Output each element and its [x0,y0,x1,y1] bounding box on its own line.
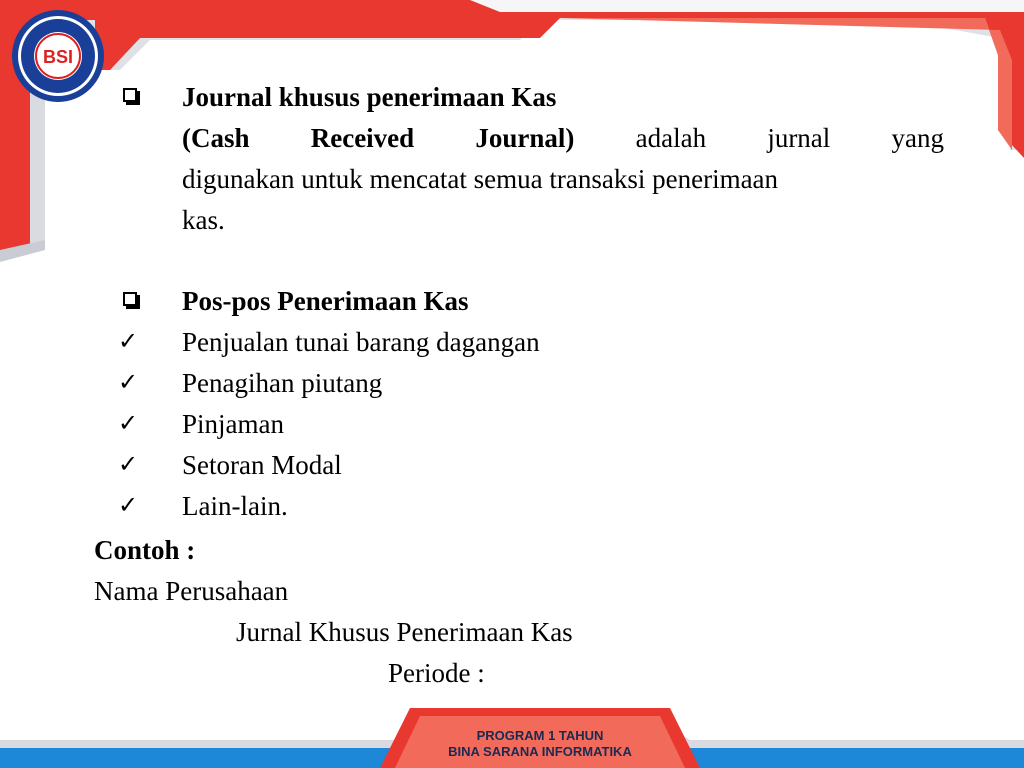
checkmark-icon: ✓ [118,452,139,478]
section1-word: Journal) [475,123,575,153]
list-item: Pinjaman [182,409,284,439]
list-item: Penjualan tunai barang dagangan [182,327,540,357]
example-journal-title: Jurnal Khusus Penerimaan Kas [236,617,573,647]
section1-line1 [182,121,944,155]
example-period: Periode : [388,658,485,688]
example-company: Nama Perusahaan [94,576,289,606]
list-item: Lain-lain. [182,491,288,521]
checkmark-icon: ✓ [118,370,139,396]
checkbox-bullet-icon [123,292,137,306]
section1-word: yang [891,123,944,153]
section2-heading: Pos-pos Penerimaan Kas [182,286,469,316]
footer-line2: BINA SARANA INFORMATIKA [448,744,632,759]
logo-mark: BSI [42,47,74,67]
checkbox-bullet-icon [123,88,137,102]
section1-word: jurnal [767,123,831,153]
section1-line2: digunakan untuk mencatat semua transaksi penerimaan [182,164,779,194]
section1-word: (Cash [182,123,250,153]
example-label: Contoh : [94,535,196,565]
section1-word: Received [310,123,415,153]
footer-line1: PROGRAM 1 TAHUN [476,728,604,743]
list-item: Setoran Modal [182,450,342,480]
list-item: Penagihan piutang [182,368,383,398]
section1-word: adalah [635,123,707,153]
section1-line3: kas. [182,205,225,235]
section1-heading: Journal khusus penerimaan Kas [182,82,557,112]
checkmark-icon: ✓ [118,411,139,437]
checkmark-icon: ✓ [118,493,139,519]
checkmark-icon: ✓ [118,329,139,355]
